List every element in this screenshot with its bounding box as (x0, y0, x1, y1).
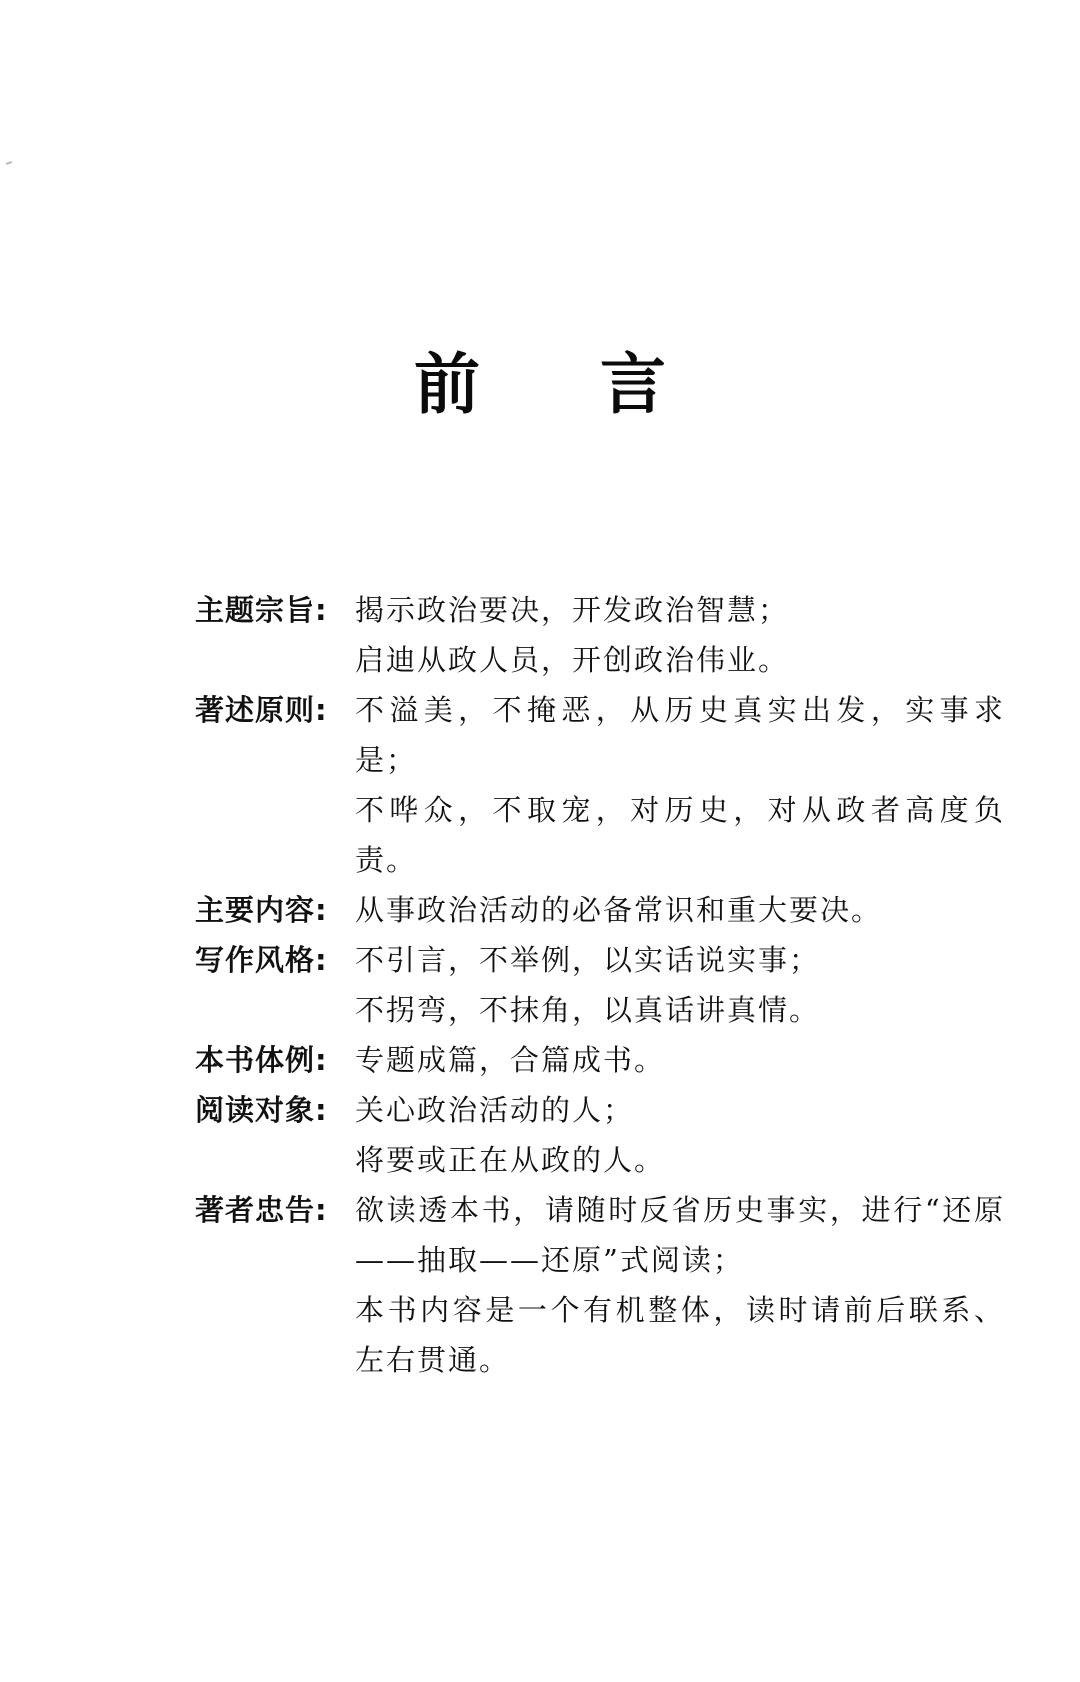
item-style (195, 935, 1005, 1035)
item-lines (355, 1035, 1005, 1085)
item-line: 启迪从政人员，开创政治伟业。 (355, 643, 790, 677)
item-line: 从事政治活动的必备常识和重大要决。 (355, 893, 883, 927)
item-line: 不哗众，不取宠，对历史，对从政者高度负责。 (355, 793, 1005, 877)
item-content (195, 885, 1005, 935)
item-label: 著者忠告: (195, 1193, 328, 1227)
item-label: 主题宗旨: (195, 593, 328, 627)
item-label: 本书体例: (195, 1043, 328, 1077)
page-title: 前言 (414, 346, 786, 423)
item-line: 关心政治活动的人； (355, 1093, 635, 1127)
item-line: 揭示政治要决，开发政治智慧； (355, 593, 790, 627)
item-line: 专题成篇，合篇成书。 (355, 1043, 666, 1077)
item-label: 写作风格: (195, 943, 328, 977)
preface-content (195, 585, 1005, 1385)
item-label: 主要内容: (195, 893, 328, 927)
item-theme (195, 585, 1005, 685)
item-lines (355, 1085, 1005, 1185)
item-label: 阅读对象: (195, 1093, 328, 1127)
item-lines (355, 1185, 1005, 1385)
item-line: 不溢美，不掩恶，从历史真实出发，实事求是； (355, 693, 1005, 777)
item-principles (195, 685, 1005, 885)
item-advice (195, 1185, 1005, 1385)
item-label: 著述原则: (195, 693, 328, 727)
item-line: 不引言，不举例，以实话说实事； (355, 943, 821, 977)
item-line: 本书内容是一个有机整体，读时请前后联系、左右贯通。 (355, 1293, 1005, 1377)
item-lines (355, 685, 1005, 885)
item-audience (195, 1085, 1005, 1185)
item-lines (355, 935, 1005, 1035)
item-line: 不拐弯，不抹角，以真话讲真情。 (355, 993, 821, 1027)
item-line: 将要或正在从政的人。 (355, 1143, 666, 1177)
item-format (195, 1035, 1005, 1085)
item-lines (355, 585, 1005, 685)
scan-speck (6, 161, 12, 165)
item-line: 欲读透本书，请随时反省历史事实，进行“还原——抽取——还原”式阅读； (355, 1193, 1005, 1277)
item-lines (355, 885, 1005, 935)
